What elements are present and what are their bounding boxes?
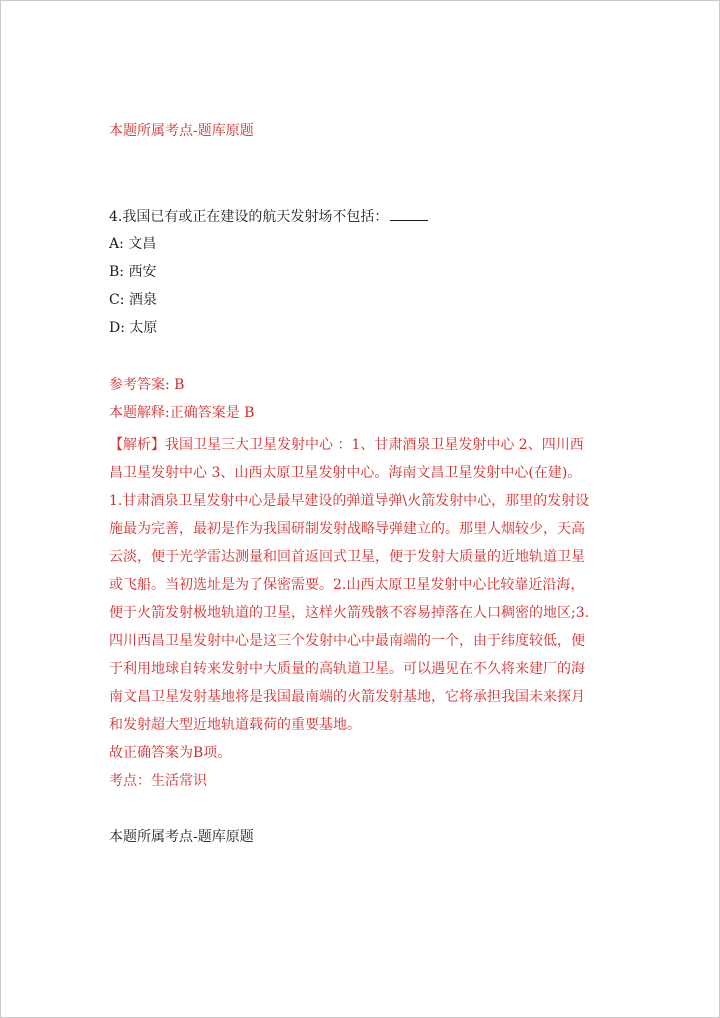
- option-a: A: 文昌: [109, 236, 157, 252]
- analysis-line: 昌卫星发射中心 3、山西太原卫星发射中心。海南文昌卫星发射中心(在建)。: [109, 465, 582, 481]
- header-source-label: 本题所属考点-题库原题: [109, 123, 254, 139]
- explanation-title: 本题解释:正确答案是 B: [109, 405, 255, 421]
- question-stem: [109, 206, 428, 227]
- analysis-line: 施最为完善，最初是作为我国研制发射战略导弹建立的。那里人烟较少，天高: [109, 521, 585, 537]
- question-stem-text: 4.我国已有或正在建设的航天发射场不包括：: [109, 209, 389, 225]
- analysis-line: 于利用地球自转来发射中大质量的高轨道卫星。可以遇见在不久将来建厂的海: [109, 661, 585, 677]
- footer-source-label: 本题所属考点-题库原题: [109, 829, 254, 845]
- correct-answer-statement: 故正确答案为B项。: [109, 745, 232, 761]
- analysis-line: 云淡，便于光学雷达测量和回首返回式卫星，便于发射大质量的近地轨道卫星: [109, 549, 585, 565]
- knowledge-point: 考点：生活常识: [109, 773, 207, 789]
- reference-answer: 参考答案: B: [109, 377, 185, 393]
- answer-blank: [390, 206, 428, 221]
- analysis-line: 四川西昌卫星发射中心是这三个发射中心中最南端的一个，由于纬度较低，便: [109, 633, 585, 649]
- analysis-block: [109, 431, 611, 795]
- option-c: C: 酒泉: [109, 292, 157, 308]
- option-b: B: 西安: [109, 264, 157, 280]
- analysis-line: 【解析】我国卫星三大卫星发射中心 ：1、甘肃酒泉卫星发射中心 2、四川西: [109, 437, 584, 453]
- analysis-line: 1.甘肃酒泉卫星发射中心是最早建设的弹道导弹\火箭发射中心，那里的发射设: [109, 493, 590, 509]
- analysis-line: 或飞船。当初选址是为了保密需要。2.山西太原卫星发射中心比较靠近沿海，: [109, 577, 585, 593]
- option-d: D: 太原: [109, 320, 158, 336]
- analysis-line: 和发射超大型近地轨道载荷的重要基地。: [109, 717, 361, 733]
- analysis-line: 便于火箭发射极地轨道的卫星，这样火箭残骸不容易掉落在人口稠密的地区;3.: [109, 605, 590, 621]
- analysis-line: 南文昌卫星发射基地将是我国最南端的火箭发射基地，它将承担我国未来探月: [109, 689, 585, 705]
